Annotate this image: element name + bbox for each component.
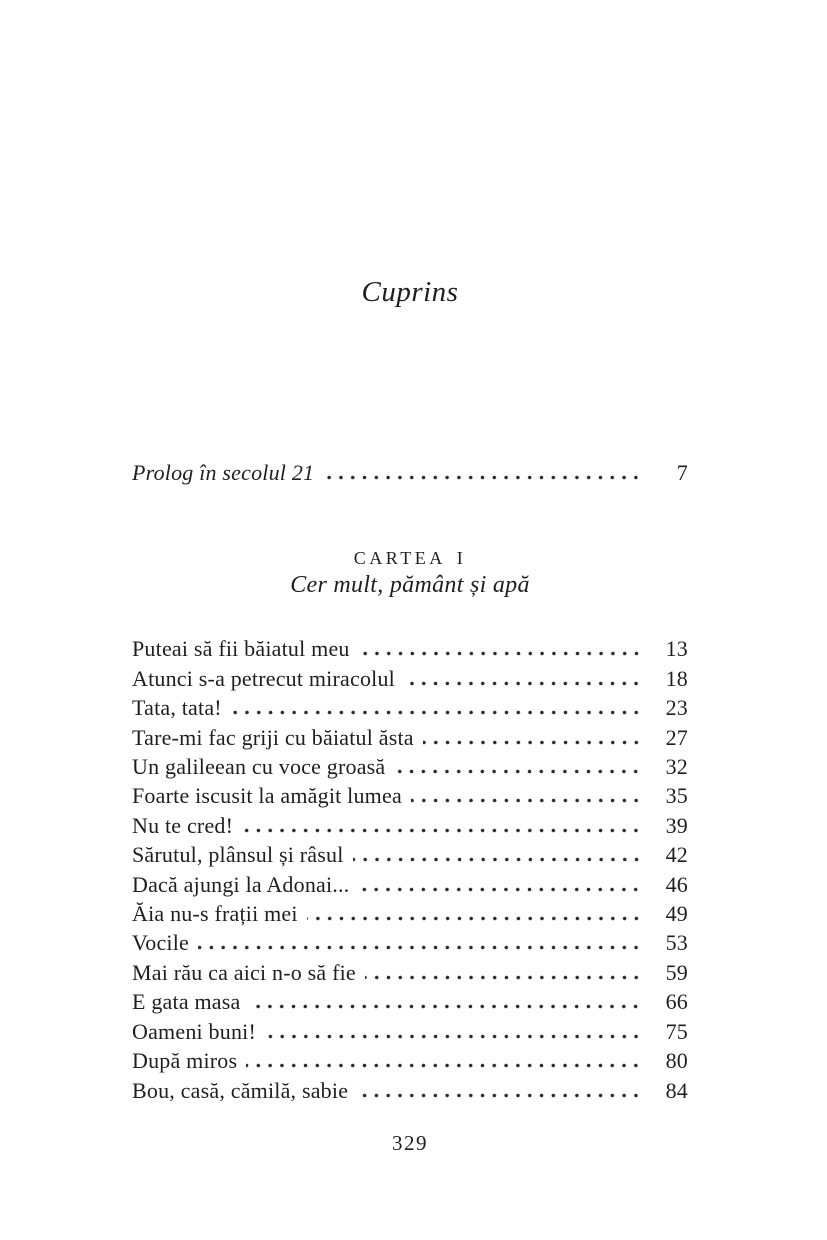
toc-entry-title: Foarte iscusit la amăgit lumea [132,783,402,809]
toc-entry [132,899,688,928]
dot-leader [411,798,642,803]
toc-entry-page: 42 [665,842,688,868]
toc-entry-page: 23 [665,695,688,721]
toc-entry [132,870,688,899]
toc-entry-page: 80 [665,1048,688,1074]
toc-entry-page: 53 [665,930,688,956]
toc-entry-title: Ăia nu-s frații mei [132,901,298,927]
toc-entry [132,781,688,810]
toc-entry [132,693,688,722]
dot-leader [231,710,642,715]
toc-entry [132,752,688,781]
toc-entry [132,958,688,987]
toc-entry [132,987,688,1016]
dot-leader [242,828,642,833]
dot-leader [265,1034,642,1039]
prolog-entry-page: 7 [676,460,688,485]
toc-entry-page: 35 [665,783,688,809]
toc-entry-title: Tata, tata! [132,695,222,721]
toc-entry [132,1076,688,1105]
toc-entry-page: 84 [665,1077,688,1103]
dot-leader [246,1063,642,1068]
prolog-entry-title: Prolog în secolul 21 [132,460,315,485]
toc-entry-title: Dacă ajungi la Adonai... [132,871,350,897]
page-title: Cuprins [361,276,459,308]
toc-entry [132,723,688,752]
toc-entry-title: Un galileean cu voce groasă [132,754,386,780]
toc-entry-title: Sărutul, plânsul și râsul [132,842,344,868]
toc-entry-page: 18 [665,665,688,691]
content-column [132,0,688,1156]
toc-entry-title: După miros [132,1048,238,1074]
dot-leader [323,475,642,480]
toc-entry [132,634,688,663]
dot-leader [249,1004,642,1009]
toc-entry-page: 39 [665,812,688,838]
dot-leader [359,651,642,656]
dot-leader [365,975,642,980]
dot-leader [198,945,642,950]
dot-leader [358,887,642,892]
toc-entry [132,928,688,957]
toc-entry-title: Oameni buni! [132,1018,256,1044]
toc-entry-page: 66 [665,989,688,1015]
toc-entry-page: 46 [665,871,688,897]
toc-entry [132,811,688,840]
toc-entry-title: E gata masa [132,989,241,1015]
toc-entry-title: Atunci s-a petrecut miracolul [132,665,395,691]
toc-entry [132,1017,688,1046]
toc-entry [132,840,688,869]
toc-entry-title: Bou, casă, cămilă, sabie [132,1077,349,1103]
dot-leader [404,681,642,686]
toc-entry-title: Mai rău ca aici n-o să fie [132,959,356,985]
prolog-entry [132,458,688,487]
toc-entry-title: Vocile [132,930,190,956]
dot-leader [353,857,642,862]
dot-leader [307,916,642,921]
dot-leader [357,1093,642,1098]
toc-entry-page: 13 [665,636,688,662]
toc-entry-page: 49 [665,901,688,927]
toc-entry-title: Nu te cred! [132,812,234,838]
folio-page-number: 329 [392,1130,428,1155]
toc-entry-page: 32 [665,754,688,780]
toc-entry-title: Tare-mi fac griji cu băiatul ăsta [132,724,414,750]
dot-leader [423,740,642,745]
dot-leader [394,769,642,774]
section-subtitle: Cer mult, pământ și apă [290,572,530,599]
toc-entry-page: 75 [665,1018,688,1044]
toc-entry-page: 59 [665,959,688,985]
section-heading: CARTEA I [353,548,467,569]
toc-list [132,634,688,1105]
toc-entry [132,664,688,693]
toc-entry-page: 27 [665,724,688,750]
toc-entry [132,1046,688,1075]
toc-entry-title: Puteai să fii băiatul meu [132,636,350,662]
